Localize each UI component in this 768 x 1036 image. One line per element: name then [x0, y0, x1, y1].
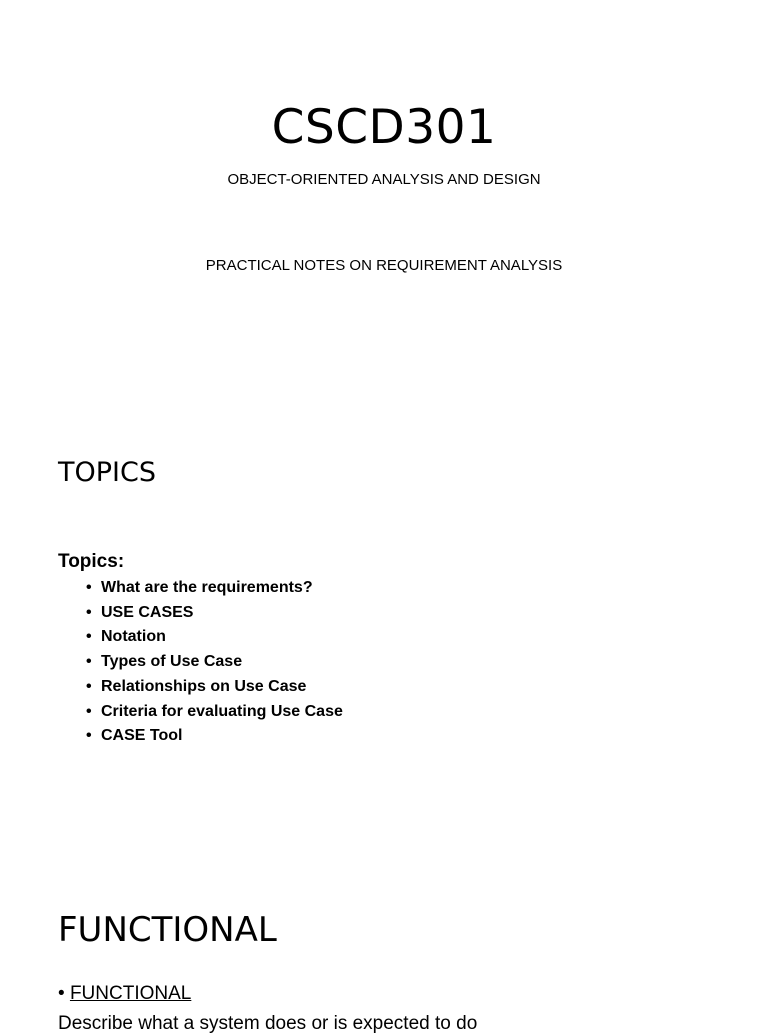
topic-item: [86, 724, 343, 749]
bullet-icon: •: [86, 628, 92, 646]
bullet-icon: •: [86, 603, 92, 621]
topics-label: Topics:: [58, 551, 125, 572]
topic-item-text: Relationships on Use Case: [101, 677, 307, 695]
bullet-icon: •: [86, 702, 92, 720]
topic-item-text: Notation: [101, 628, 166, 646]
functional-slide: [0, 900, 768, 1034]
functional-item-label: FUNCTIONAL: [69, 983, 192, 1004]
topic-item: [86, 576, 343, 601]
topics-list: [86, 576, 343, 749]
bullet-icon: •: [58, 983, 65, 1004]
bullet-icon: •: [86, 579, 92, 596]
bullet-icon: •: [86, 727, 92, 745]
topic-item: [86, 675, 343, 700]
course-code-title: CSCD301: [271, 100, 497, 155]
topics-slide: [0, 440, 768, 800]
title-slide: [0, 0, 768, 400]
functional-description: Describe what a system does or is expected to do: [58, 1013, 478, 1034]
topic-item-text: What are the requirements?: [101, 579, 313, 596]
course-name-subtitle: OBJECT-ORIENTED ANALYSIS AND DESIGN: [227, 171, 541, 188]
topic-item-text: USE CASES: [101, 603, 194, 621]
topic-item-text: Criteria for evaluating Use Case: [101, 702, 343, 720]
bullet-icon: •: [86, 653, 92, 671]
topics-heading: TOPICS: [58, 457, 156, 488]
topic-item: [86, 625, 343, 650]
topic-item: [86, 700, 343, 725]
bullet-icon: •: [86, 677, 92, 695]
topic-item-text: CASE Tool: [101, 727, 183, 745]
notes-title: PRACTICAL NOTES ON REQUIREMENT ANALYSIS: [205, 257, 563, 274]
topic-item: [86, 601, 343, 626]
topic-item: [86, 650, 343, 675]
functional-bullet-item: [58, 982, 191, 1006]
functional-heading: FUNCTIONAL: [58, 910, 277, 950]
topic-item-text: Types of Use Case: [101, 653, 243, 671]
